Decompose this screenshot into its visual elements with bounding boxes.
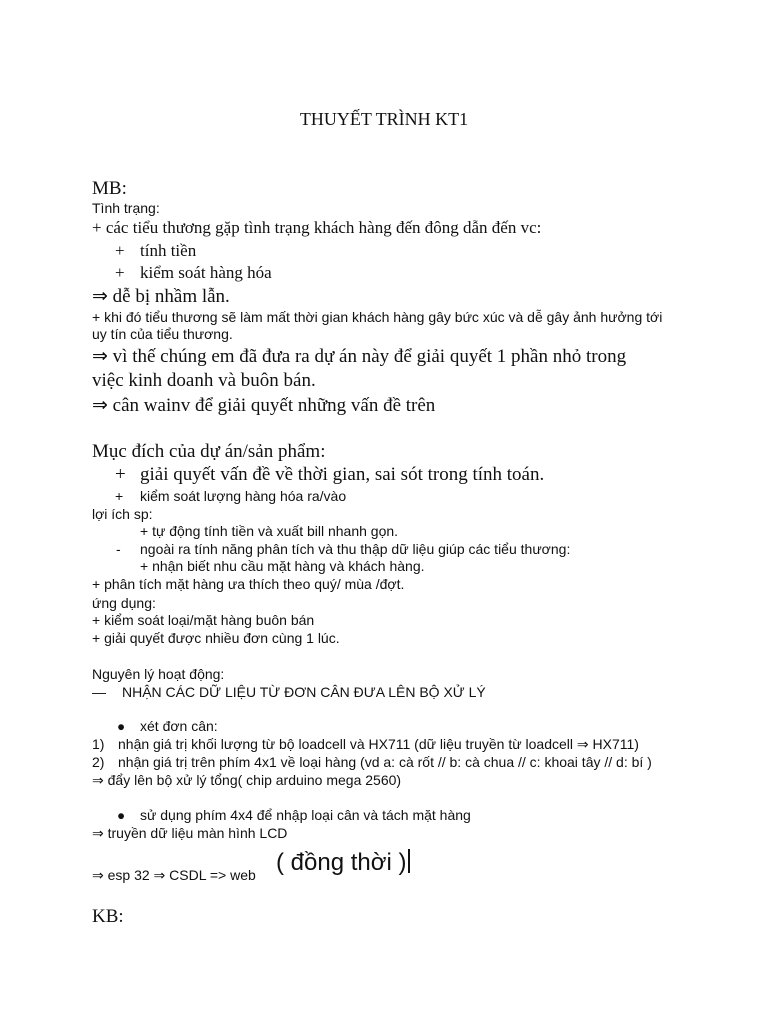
benefit-label: lợi ích sp:	[92, 506, 153, 522]
numbered-item: nhận giá trị trên phím 4x1 về loại hàng (vd a: cà rốt // b: cà chua // c: khoai tây // d: bí )	[118, 754, 652, 770]
simultaneous-note	[276, 849, 410, 877]
number-marker: 2)	[92, 754, 105, 770]
principle-dot-item: xét đơn cân:	[140, 718, 218, 734]
arrow-confusion: ⇒ dễ bị nhầm lẫn.	[92, 286, 230, 307]
number-marker: 1)	[92, 736, 105, 752]
arrow-project: ⇒ vì thế chúng em đã đưa ra dự án này để giải quyết 1 phần nhỏ trong	[92, 346, 627, 367]
usage-label: ứng dụng:	[92, 595, 156, 611]
principle-heading: Nguyên lý hoạt động:	[92, 666, 225, 682]
bullet-calc-money: tính tiền	[140, 241, 197, 260]
bullet-marker: +	[115, 263, 125, 282]
esp-line: ⇒ esp 32 ⇒ CSDL => web	[92, 867, 256, 883]
benefit-item: ngoài ra tính năng phân tích và thu thập dữ liệu giúp các tiểu thương:	[140, 541, 571, 557]
kb-heading: KB:	[92, 906, 124, 927]
purpose-heading: Mục đích của dự án/sản phẩm:	[92, 441, 326, 462]
status-line: + các tiểu thương gặp tình trạng khách hàng đến đông dẫn đến vc:	[92, 218, 542, 237]
usage-item: + giải quyết được nhiều đơn cùng 1 lúc.	[92, 630, 340, 646]
push-line: ⇒ đẩy lên bộ xử lý tổng( chip arduino mega 2560)	[92, 772, 402, 788]
benefit-item: + tự động tính tiền và xuất bill nhanh gọn.	[140, 523, 399, 539]
simultaneous-text: ( đồng thời )	[276, 849, 407, 876]
status-label: Tình trạng:	[92, 200, 160, 216]
lcd-line: ⇒ truyền dữ liệu màn hình LCD	[92, 825, 288, 841]
numbered-item: nhận giá trị khối lượng từ bộ loadcell và HX711 (dữ liệu truyền từ loadcell ⇒ HX711)	[118, 736, 639, 752]
arrow-solution: ⇒ cân wainv để giải quyết những vấn đề trên	[92, 395, 436, 416]
principle-dot-item: sử dụng phím 4x4 để nhập loại cân và tách mặt hàng	[140, 807, 471, 823]
purpose-bullet: giải quyết vấn đề về thời gian, sai sót trong tính toán.	[140, 464, 545, 485]
bullet-marker: +	[115, 464, 126, 485]
bullet-marker: +	[115, 488, 124, 504]
arrow-project-cont: việc kinh doanh và buôn bán.	[92, 370, 316, 391]
text-cursor	[408, 849, 410, 873]
benefit-marker: -	[116, 541, 121, 557]
benefit-item: + nhận biết nhu cầu mặt hàng và khách hàng.	[140, 558, 425, 574]
bullet-control-goods: kiểm soát hàng hóa	[140, 263, 272, 282]
paragraph-line: uy tín của tiểu thương.	[92, 326, 233, 342]
page-title: THUYẾT TRÌNH KT1	[299, 109, 469, 129]
purpose-bullet: kiểm soát lượng hàng hóa ra/vào	[140, 488, 347, 504]
bullet-marker: +	[115, 241, 125, 260]
dash-marker: —	[92, 684, 106, 700]
benefit-item: + phân tích mặt hàng ưa thích theo quý/ mùa /đợt.	[92, 576, 405, 592]
dot-marker: ●	[117, 808, 126, 823]
principle-dash-item: NHẬN CÁC DỮ LIỆU TỪ ĐƠN CÂN ĐƯA LÊN BỘ XỬ LÝ	[122, 684, 486, 700]
paragraph-line: + khi đó tiểu thương sẽ làm mất thời gian khách hàng gây bức xúc và dễ gây ảnh hưởng tới	[92, 309, 663, 325]
dot-marker: ●	[117, 719, 126, 734]
usage-item: + kiểm soát loại/mặt hàng buôn bán	[92, 612, 315, 628]
mb-heading: MB:	[92, 178, 127, 199]
